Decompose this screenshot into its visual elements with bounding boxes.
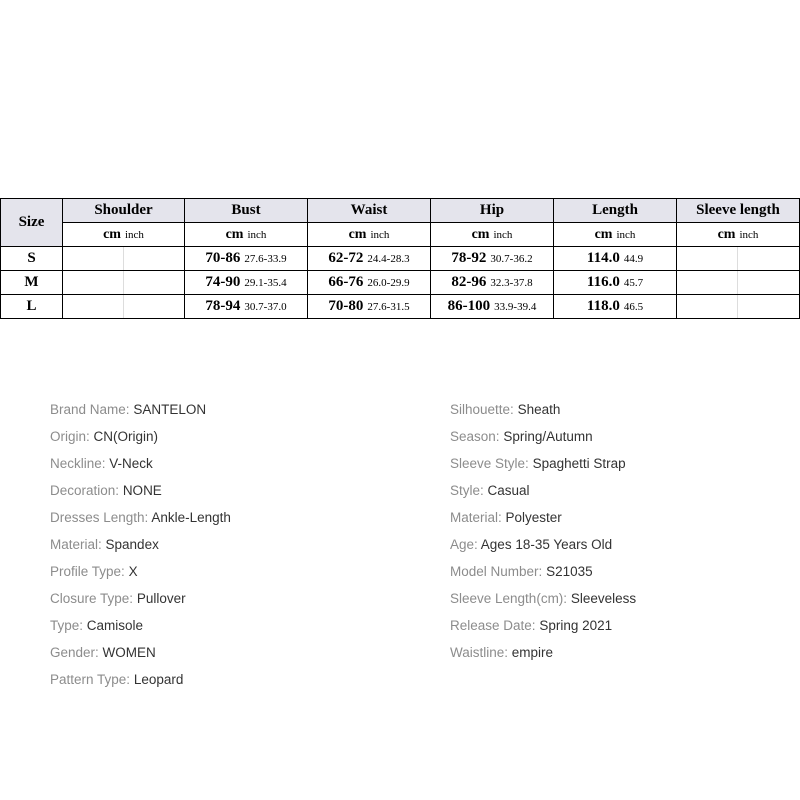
spec-item-waistline	[450, 639, 636, 666]
size-label: M	[1, 271, 63, 295]
hip-cell	[431, 271, 554, 295]
waist-cm-value: 70-80	[328, 298, 364, 314]
hip-cm-value: 86-100	[447, 298, 491, 314]
unit-inch: inch	[616, 228, 636, 241]
spec-value: Casual	[487, 483, 530, 498]
hip-unit-label	[431, 223, 554, 247]
hip-cm-value: 82-96	[451, 274, 487, 290]
spec-value: empire	[511, 645, 554, 660]
spec-value: Spring/Autumn	[503, 429, 593, 444]
size-row-l	[1, 295, 800, 319]
shoulder-column-header: Shoulder	[63, 199, 185, 223]
length-cell	[554, 271, 677, 295]
spec-key: Pattern Type:	[50, 672, 131, 687]
length-cm-value: 118.0	[586, 298, 620, 314]
spec-item-age	[450, 531, 636, 558]
bust-cm-value: 78-94	[205, 298, 241, 314]
spec-key: Model Number:	[450, 564, 543, 579]
spec-value: Polyester	[505, 510, 562, 525]
shoulder-cm-cell	[63, 271, 124, 295]
hip-cell	[431, 247, 554, 271]
spec-key: Gender:	[50, 645, 99, 660]
sleeve-inch-cell	[738, 271, 800, 295]
spec-item-release-date	[450, 612, 636, 639]
bust-inch-value: 27.6-33.9	[244, 253, 287, 265]
size-row-s	[1, 247, 800, 271]
bust-inch-value: 29.1-35.4	[244, 277, 287, 289]
length-cm-value: 116.0	[586, 274, 620, 290]
waist-cm-value: 66-76	[328, 274, 364, 290]
length-column-header: Length	[554, 199, 677, 223]
bust-cell	[185, 247, 308, 271]
bust-cell	[185, 295, 308, 319]
spec-item-dresses-length	[50, 504, 231, 531]
hip-inch-value: 30.7-36.2	[490, 253, 533, 265]
spec-value: Pullover	[136, 591, 186, 606]
spec-item-origin	[50, 423, 231, 450]
size-chart-unit-row	[1, 223, 800, 247]
waist-unit-label	[308, 223, 431, 247]
unit-cm: cm	[225, 226, 244, 242]
sleeve-inch-cell	[738, 247, 800, 271]
spec-key: Sleeve Style:	[450, 456, 529, 471]
unit-cm: cm	[348, 226, 367, 242]
size-column-header: Size	[1, 199, 63, 247]
unit-inch: inch	[739, 228, 759, 241]
unit-inch: inch	[370, 228, 390, 241]
length-inch-value: 44.9	[623, 253, 644, 265]
spec-item-model-number	[450, 558, 636, 585]
spec-key: Profile Type:	[50, 564, 125, 579]
unit-cm: cm	[103, 226, 121, 242]
spec-item-gender	[50, 639, 231, 666]
spec-value: CN(Origin)	[93, 429, 159, 444]
spec-value: S21035	[546, 564, 593, 579]
shoulder-cm-cell	[63, 247, 124, 271]
shoulder-inch-cell	[124, 271, 185, 295]
spec-key: Release Date:	[450, 618, 536, 633]
bust-cm-value: 74-90	[205, 274, 241, 290]
spec-key: Type:	[50, 618, 84, 633]
bust-unit-label	[185, 223, 308, 247]
spec-item-neckline	[50, 450, 231, 477]
spec-value: Camisole	[86, 618, 144, 633]
unit-inch: inch	[247, 228, 267, 241]
spec-value: WOMEN	[102, 645, 156, 660]
spec-value: Spandex	[105, 537, 159, 552]
spec-key: Material:	[450, 510, 502, 525]
length-unit-label	[554, 223, 677, 247]
spec-value: NONE	[122, 483, 162, 498]
waist-cell	[308, 247, 431, 271]
spec-value: Leopard	[133, 672, 184, 687]
spec-key: Origin:	[50, 429, 90, 444]
spec-value: Ages 18-35 Years Old	[480, 537, 613, 552]
spec-item-closure-type	[50, 585, 231, 612]
unit-cm: cm	[594, 226, 613, 242]
waist-inch-value: 26.0-29.9	[367, 277, 410, 289]
hip-inch-value: 32.3-37.8	[490, 277, 533, 289]
unit-inch: inch	[493, 228, 513, 241]
spec-value: X	[128, 564, 138, 579]
spec-value: Sleeveless	[570, 591, 637, 606]
sleeve-inch-cell	[738, 295, 800, 319]
size-chart-table	[0, 198, 800, 319]
spec-list-left	[50, 396, 231, 693]
hip-inch-value: 33.9-39.4	[494, 301, 537, 313]
spec-item-sleeve-style	[450, 450, 636, 477]
spec-item-type	[50, 612, 231, 639]
spec-item-material	[50, 531, 231, 558]
hip-cell	[431, 295, 554, 319]
sleeve-cm-cell	[677, 247, 738, 271]
spec-item-pattern-type	[50, 666, 231, 693]
unit-cm: cm	[471, 226, 490, 242]
spec-key: Season:	[450, 429, 500, 444]
length-cm-value: 114.0	[586, 250, 620, 266]
spec-value: Sheath	[517, 402, 561, 417]
waist-cm-value: 62-72	[328, 250, 364, 266]
sleeve-length-column-header: Sleeve length	[677, 199, 800, 223]
spec-key: Material:	[50, 537, 102, 552]
waist-inch-value: 27.6-31.5	[367, 301, 410, 313]
spec-item-silhouette	[450, 396, 636, 423]
spec-key: Waistline:	[450, 645, 509, 660]
spec-item-profile-type	[50, 558, 231, 585]
hip-column-header: Hip	[431, 199, 554, 223]
waist-cell	[308, 271, 431, 295]
hip-cm-value: 78-92	[451, 250, 487, 266]
spec-key: Silhouette:	[450, 402, 514, 417]
unit-cm: cm	[717, 226, 736, 242]
length-cell	[554, 295, 677, 319]
spec-key: Closure Type:	[50, 591, 134, 606]
shoulder-cm-cell	[63, 295, 124, 319]
spec-item-style	[450, 477, 636, 504]
spec-value: Spaghetti Strap	[532, 456, 626, 471]
spec-item-brand-name	[50, 396, 231, 423]
spec-key: Style:	[450, 483, 484, 498]
shoulder-inch-cell	[124, 295, 185, 319]
spec-key: Age:	[450, 537, 478, 552]
waist-column-header: Waist	[308, 199, 431, 223]
spec-value: SANTELON	[133, 402, 207, 417]
spec-key: Brand Name:	[50, 402, 130, 417]
bust-column-header: Bust	[185, 199, 308, 223]
spec-value: Spring 2021	[539, 618, 613, 633]
spec-item-season	[450, 423, 636, 450]
sleeve-cm-cell	[677, 295, 738, 319]
shoulder-inch-cell	[124, 247, 185, 271]
spec-value: V-Neck	[109, 456, 153, 471]
bust-inch-value: 30.7-37.0	[244, 301, 287, 313]
spec-item-decoration	[50, 477, 231, 504]
size-row-m	[1, 271, 800, 295]
spec-key: Neckline:	[50, 456, 106, 471]
spec-key: Decoration:	[50, 483, 120, 498]
unit-inch: inch	[124, 228, 144, 241]
waist-cell	[308, 295, 431, 319]
shoulder-unit-label	[63, 223, 185, 247]
spec-key: Sleeve Length(cm):	[450, 591, 568, 606]
size-label: S	[1, 247, 63, 271]
spec-item-sleeve-length	[450, 585, 636, 612]
spec-value: Ankle-Length	[151, 510, 231, 525]
length-cell	[554, 247, 677, 271]
size-label: L	[1, 295, 63, 319]
spec-key: Dresses Length:	[50, 510, 149, 525]
size-chart-header-row	[1, 199, 800, 223]
waist-inch-value: 24.4-28.3	[367, 253, 410, 265]
sleeve-length-unit-label	[677, 223, 800, 247]
bust-cell	[185, 271, 308, 295]
sleeve-cm-cell	[677, 271, 738, 295]
spec-list-right	[450, 396, 636, 666]
length-inch-value: 45.7	[623, 277, 644, 289]
spec-item-material	[450, 504, 636, 531]
length-inch-value: 46.5	[623, 301, 644, 313]
bust-cm-value: 70-86	[205, 250, 241, 266]
